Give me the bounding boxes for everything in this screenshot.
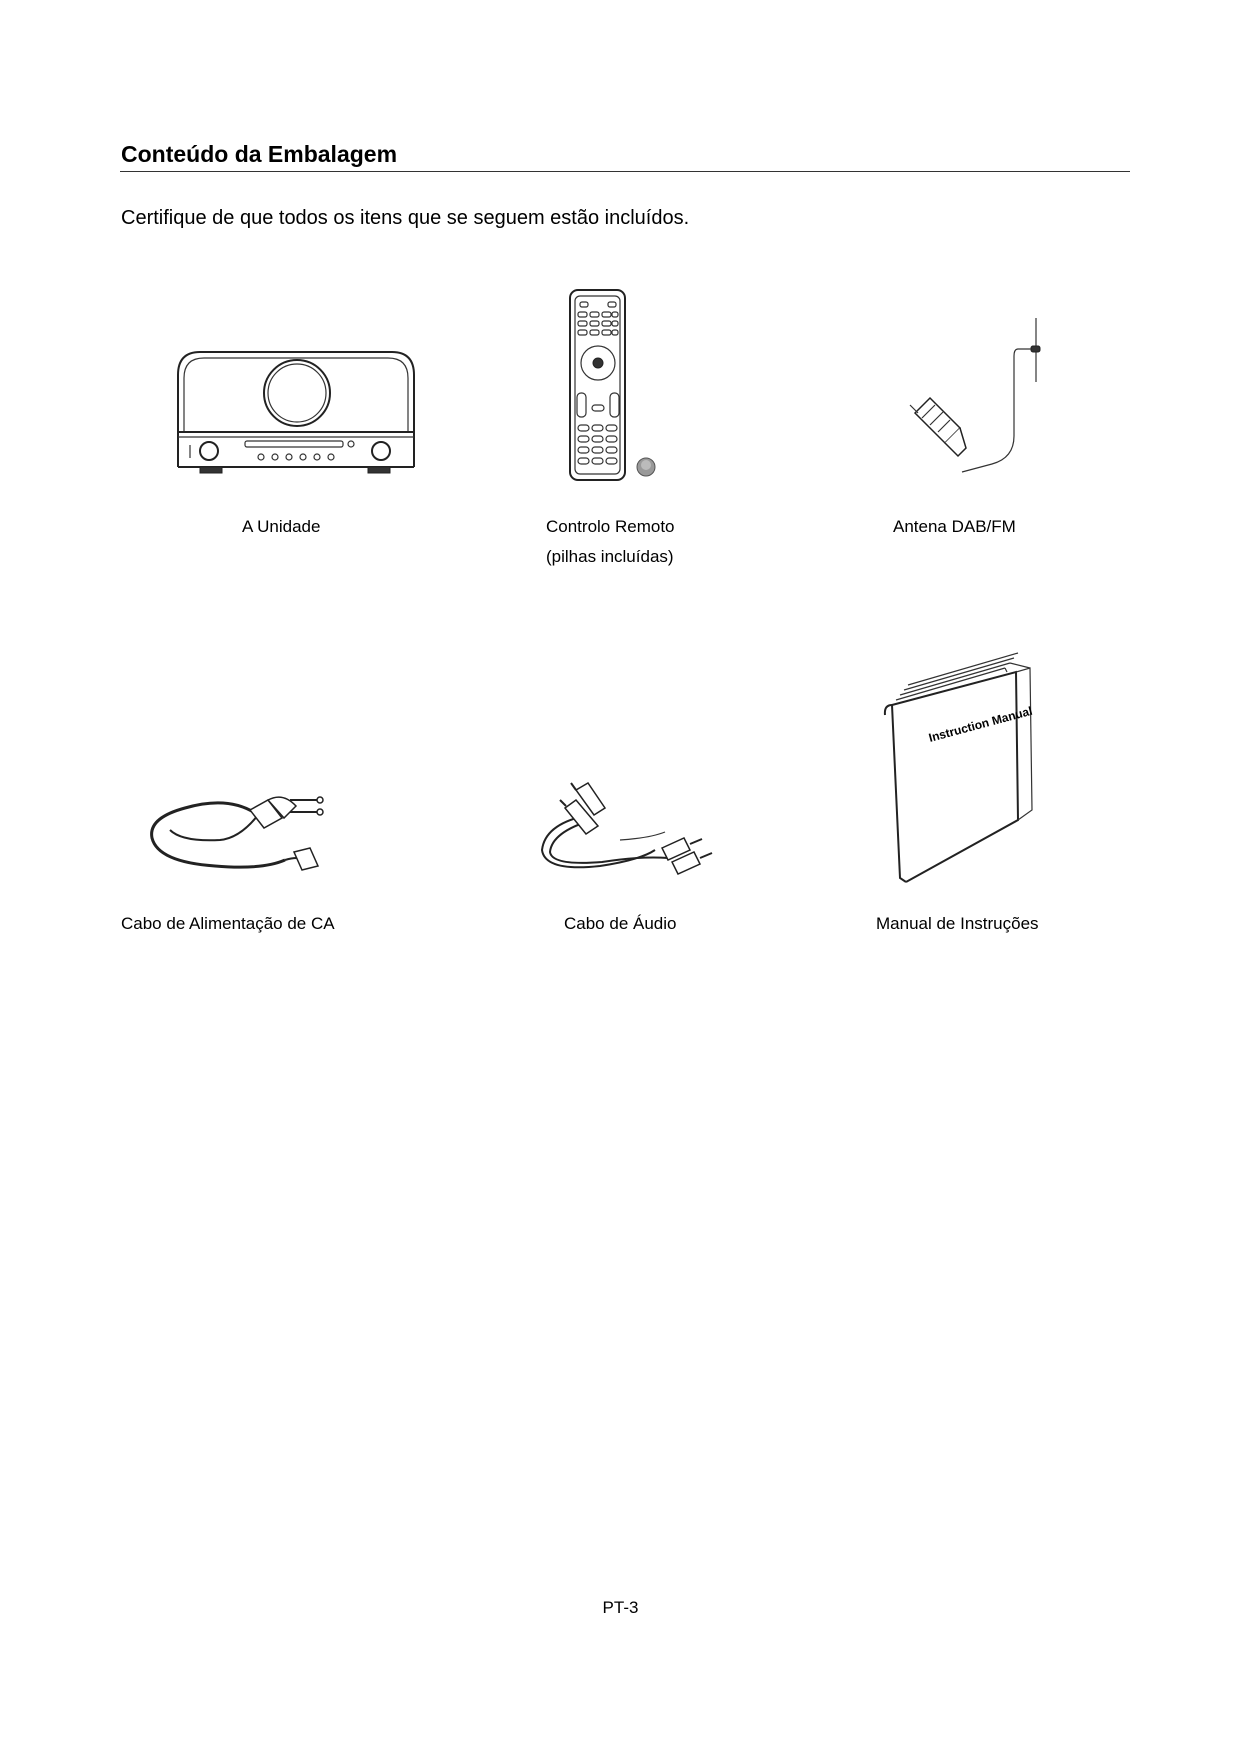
- caption-remote-note: (pilhas incluídas): [546, 547, 674, 566]
- manual-cover-label: Instruction Manual: [927, 703, 1034, 745]
- caption-manual: Manual de Instruções: [876, 914, 1039, 933]
- intro-text: Certifique de que todos os itens que se seguem estão incluídos.: [121, 207, 690, 229]
- caption-remote: Controlo Remoto: [546, 517, 675, 536]
- page-number: PT-3: [602, 1598, 639, 1617]
- caption-power-cable: Cabo de Alimentação de CA: [121, 914, 335, 933]
- page-title: Conteúdo da Embalagem: [121, 141, 398, 167]
- caption-unit: A Unidade: [242, 517, 321, 536]
- caption-antenna: Antena DAB/FM: [893, 517, 1016, 536]
- caption-audio-cable: Cabo de Áudio: [564, 914, 677, 933]
